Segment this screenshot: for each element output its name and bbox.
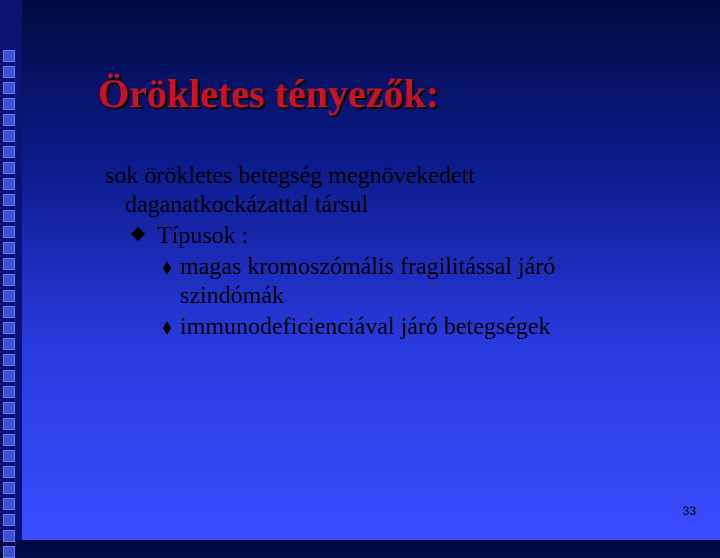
deco-square [3,146,15,158]
bullet-text-continuation: daganatkockázattal társul [125,192,369,218]
deco-square [3,338,15,350]
deco-square [3,242,15,254]
deco-square [3,466,15,478]
deco-square [3,130,15,142]
deco-square [3,66,15,78]
page-number: 33 [682,504,696,518]
bullet-level1 [133,222,695,251]
deco-square [3,194,15,206]
deco-square [3,370,15,382]
deco-square [3,322,15,334]
diamond-bullet-icon [131,227,145,241]
slide-body [105,162,695,342]
slide-title: Örökletes tényezők: [98,71,440,116]
deco-square [3,546,15,558]
deco-square [3,354,15,366]
deco-square [3,450,15,462]
deco-square [3,290,15,302]
lozenge-bullet-icon [163,321,171,335]
deco-square [3,98,15,110]
bullet-text: immunodeficienciával járó betegségek [180,314,551,340]
deco-square [3,178,15,190]
deco-square [3,386,15,398]
deco-square [3,482,15,494]
deco-square [3,50,15,62]
deco-square [3,498,15,510]
lozenge-bullet-icon [163,261,171,275]
deco-square [3,114,15,126]
square-pattern [3,50,17,558]
deco-square [3,306,15,318]
deco-square [3,530,15,542]
deco-square [3,162,15,174]
deco-square [3,274,15,286]
bullet-text: sok örökletes betegség megnövekedett [105,163,475,189]
bullet-level0 [105,162,695,220]
bullet-text: Típusok : [157,223,249,249]
deco-square [3,514,15,526]
bullet-level2-item [163,313,695,342]
deco-square [3,418,15,430]
deco-square [3,226,15,238]
bullet-level2-item [163,253,695,311]
left-decoration-strip [0,0,22,540]
bullet-text: magas kromoszómális fragilitással járó szindómák [180,254,556,309]
deco-square [3,434,15,446]
deco-square [3,210,15,222]
deco-square [3,402,15,414]
deco-square [3,258,15,270]
deco-square [3,82,15,94]
